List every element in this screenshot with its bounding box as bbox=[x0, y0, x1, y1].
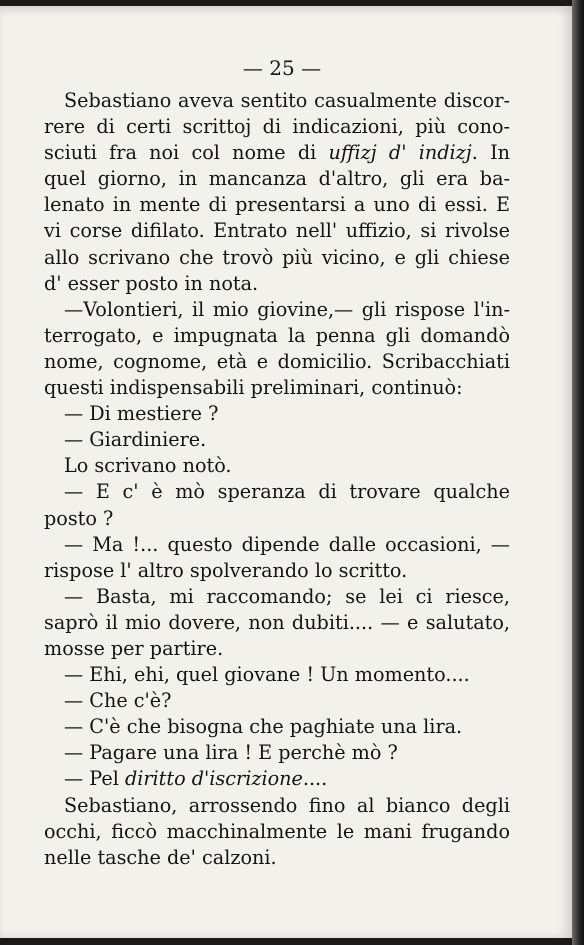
text-line: — Pel diritto d'iscrizione.... bbox=[64, 767, 328, 791]
text-line: — Giardiniere. bbox=[64, 428, 207, 452]
text-line: Sebastiano, arrossendo fino al bianco degli bbox=[64, 793, 510, 817]
text-line: nelle tasche de' calzoni. bbox=[44, 845, 277, 869]
text-line: Sebastiano aveva sentito casualmente discor- bbox=[64, 89, 510, 112]
text-line: posto ? bbox=[44, 506, 114, 530]
text-line: rere di certi scrittoj di indicazioni, più cono- bbox=[44, 115, 510, 139]
text-line: nome, cognome, età e domicilio. Scribacchiati bbox=[44, 349, 510, 373]
text-line: sciuti fra noi col nome di uffizj d' indizj. In bbox=[44, 141, 510, 165]
text-line: occhi, ficcò macchinalmente le mani frugando bbox=[44, 819, 510, 843]
text-line: — Basta, mi raccomando; se lei ci riesce, bbox=[64, 584, 510, 608]
text-line: — Ehi, ehi, quel giovane ! Un momento.... bbox=[64, 663, 470, 687]
text-line: — Pagare una lira ! E perchè mò ? bbox=[64, 741, 398, 765]
text-line: lenato in mente di presentarsi a uno di essi. E bbox=[44, 193, 510, 217]
text-line: terrogato, e impugnata la penna gli domandò bbox=[44, 323, 510, 347]
book-spine bbox=[572, 0, 584, 945]
text-line: — Che c'è? bbox=[64, 689, 172, 713]
text-line: mosse per partire. bbox=[44, 636, 224, 660]
text-line: Lo scrivano notò. bbox=[64, 454, 232, 478]
text-line: saprò il mio dovere, non dubiti.... — e salutato, bbox=[44, 610, 510, 634]
text-line: — E c' è mò speranza di trovare qualche bbox=[64, 480, 510, 504]
text-line: —Volontieri, il mio giovine,— gli rispose l'in- bbox=[64, 297, 510, 321]
text-line: allo scrivano che trovò più vicino, e gli chiese bbox=[44, 245, 510, 269]
text-lines bbox=[44, 88, 510, 871]
text-line: — Di mestiere ? bbox=[64, 402, 219, 426]
text-line: quel giorno, in mancanza d'altro, gli era ba- bbox=[44, 167, 510, 191]
italic-text: uffizj d' indizj bbox=[328, 141, 472, 165]
text-line: d' esser posto in nota. bbox=[44, 271, 259, 295]
page-text bbox=[44, 48, 510, 871]
book-page bbox=[0, 6, 572, 938]
text-line: questi indispensabili preliminari, continuò: bbox=[44, 376, 463, 400]
text-line: vi corse difilato. Entrato nell' uffizio, si rivolse bbox=[44, 219, 510, 243]
text-line: — C'è che bisogna che paghiate una lira. bbox=[64, 715, 463, 739]
text-line: rispose l' altro spolverando lo scritto. bbox=[44, 558, 408, 582]
text-line: — Ma !... questo dipende dalle occasioni, — bbox=[64, 532, 510, 556]
page-number: — 25 — bbox=[242, 56, 322, 80]
italic-text: diritto d'iscrizione bbox=[124, 767, 303, 791]
